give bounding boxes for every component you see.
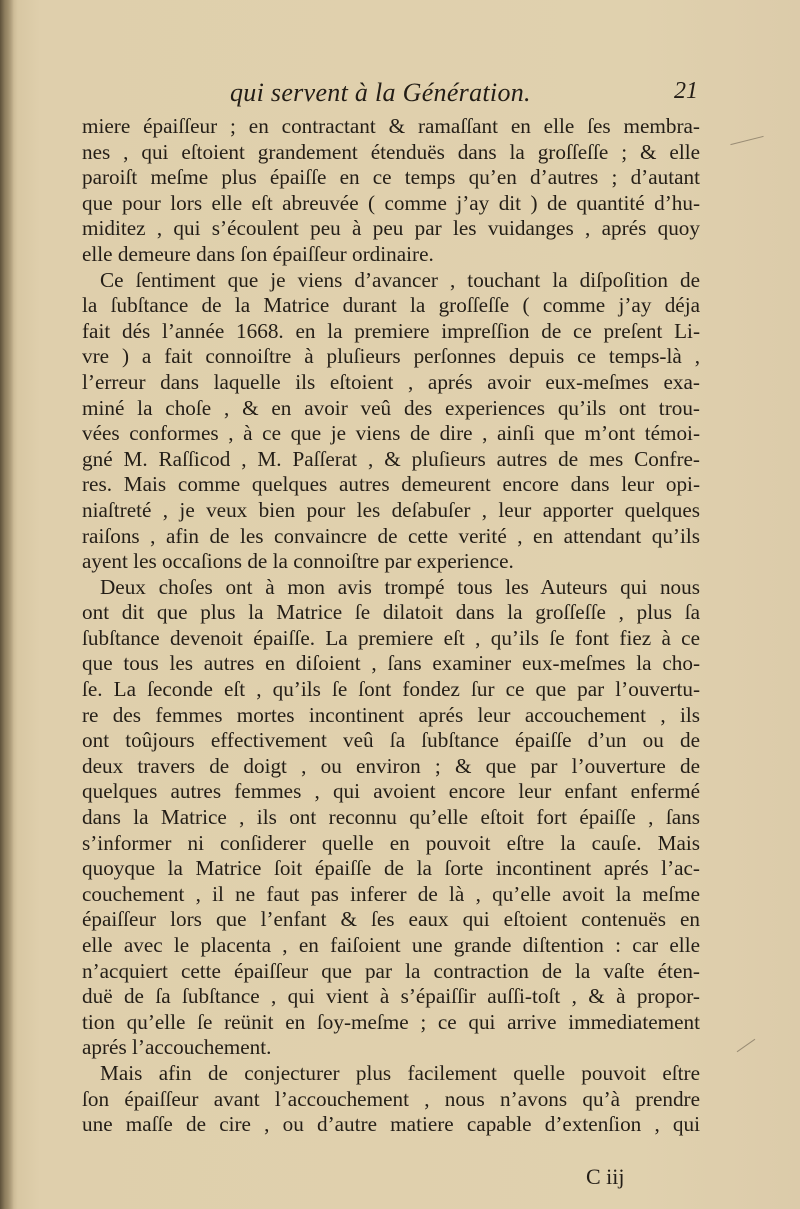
text-line: couchement , il ne faut pas inferer de là , qu’elle avoit la meſme (82, 881, 700, 906)
text-line: ſon épaiſſeur avant l’accouchement , nous n’avons qu’à prendre (82, 1086, 700, 1111)
text-line: quelques autres femmes , qui avoient encore leur enfant enfermé (82, 779, 700, 804)
text-line: la ſubſtance de la Matrice durant la groſſeſſe ( comme j’ay déja (82, 293, 700, 318)
text-line: re des femmes mortes incontinent aprés leur accouchement , ils (82, 702, 700, 727)
text-line: tion qu’elle ſe reünit en ſoy-meſme ; ce qui arrive immediatement (82, 1009, 700, 1034)
text-line: deux travers de doigt , ou environ ; & que par l’ouverture de (82, 753, 700, 778)
text-line: ſe. La ſeconde eſt , qu’ils ſe ſont fondez ſur ce que par l’ouvertu- (82, 677, 700, 702)
text-line: elle avec le placenta , en faiſoient une grande diſtention : car elle (82, 933, 700, 957)
text-line: miere épaiſſeur ; en contractant & ramaſſant en elle ſes membra- (82, 114, 700, 138)
text-line: une maſſe de cire , ou d’autre matiere capable d’extenſion , qui (82, 1112, 700, 1137)
margin-mark (737, 1039, 756, 1052)
text-line: quoyque la Matrice ſoit épaiſſe de la ſorte incontinent aprés l’ac- (82, 856, 700, 881)
text-line: miné la choſe , & en avoir veû des experiences qu’ils ont trou- (82, 395, 700, 420)
text-line: elle demeure dans ſon épaiſſeur ordinaire. (82, 241, 434, 266)
text-line: ſubſtance devenoit épaiſſe. La premiere eſt , qu’ils ſe font fiez à ce (82, 625, 700, 650)
text-line: que pour lors elle eſt abreuvée ( comme j’ay dit ) de quantité d’hu- (82, 190, 700, 215)
running-title: qui servent à la Génération. (230, 78, 531, 107)
text-line: que tous les autres en diſoient , ſans examiner eux-meſmes la cho- (82, 651, 700, 676)
text-line: raiſons , afin de les convaincre de cette verité , en attendant qu’ils (82, 523, 700, 548)
text-line: vre ) a fait connoiſtre à pluſieurs perſonnes depuis ce temps-là , (82, 344, 700, 369)
text-line: épaiſſeur lors que l’enfant & ſes eaux qui eſtoient contenuës en (82, 907, 700, 932)
binding-gutter (0, 0, 14, 1209)
text-line: l’erreur dans laquelle ils eſtoient , aprés avoir eux-meſmes exa- (82, 369, 700, 394)
text-line: aprés l’accouchement. (82, 1035, 272, 1060)
text-line: n’acquiert cette épaiſſeur que par la contraction de la vaſte éten- (82, 958, 700, 983)
text-line: duë de ſa ſubſtance , qui vient à s’épaiſſir auſſi-toſt , & à propor- (82, 984, 700, 1009)
page-number: 21 (674, 78, 698, 104)
text-line: fait dés l’année 1668. en la premiere impreſſion de ce preſent Li- (82, 318, 700, 343)
text-line: Deux choſes ont à mon avis trompé tous les Auteurs qui nous (100, 574, 700, 599)
running-head (82, 78, 702, 118)
body-text (82, 114, 700, 1138)
text-line: niaſtreté , je veux bien pour les deſabuſer , leur apporter quelques (82, 497, 700, 522)
text-line: ont toûjours effectivement veû ſa ſubſtance épaiſſe d’un ou de (82, 728, 700, 753)
text-line: miditez , qui s’écoulent peu à peu par les vuidanges , aprés quoy (82, 216, 700, 241)
text-line: nes , qui eſtoient grandement étenduës dans la groſſeſſe ; & elle (82, 139, 700, 164)
text-line: res. Mais comme quelques autres demeurent encore dans leur opi- (82, 472, 700, 497)
margin-mark (730, 136, 763, 145)
text-line: vées conformes , à ce que je viens de dire , ainſi que m’ont témoi- (82, 421, 700, 446)
text-line: Ce ſentiment que je viens d’avancer , touchant la diſpoſition de (100, 267, 700, 292)
text-line: paroiſt meſme plus épaiſſe en ce temps qu’en d’autres ; d’autant (82, 165, 700, 190)
text-line: dans la Matrice , ils ont reconnu qu’elle eſtoit fort épaiſſe , ſans (82, 805, 700, 830)
text-line: ayent les occaſions de la connoiſtre par experience. (82, 549, 514, 574)
signature-mark: C iij (586, 1164, 625, 1189)
text-line: gné M. Raſſicod , M. Paſſerat , & pluſieurs autres de mes Confre- (82, 446, 700, 471)
text-line: Mais afin de conjecturer plus facilement quelle pouvoit eſtre (100, 1060, 700, 1085)
text-line: s’informer ni conſiderer quelle en pouvoit eſtre la cauſe. Mais (82, 830, 700, 855)
text-line: ont dit que plus la Matrice ſe dilatoit dans la groſſeſſe , plus ſa (82, 600, 700, 625)
